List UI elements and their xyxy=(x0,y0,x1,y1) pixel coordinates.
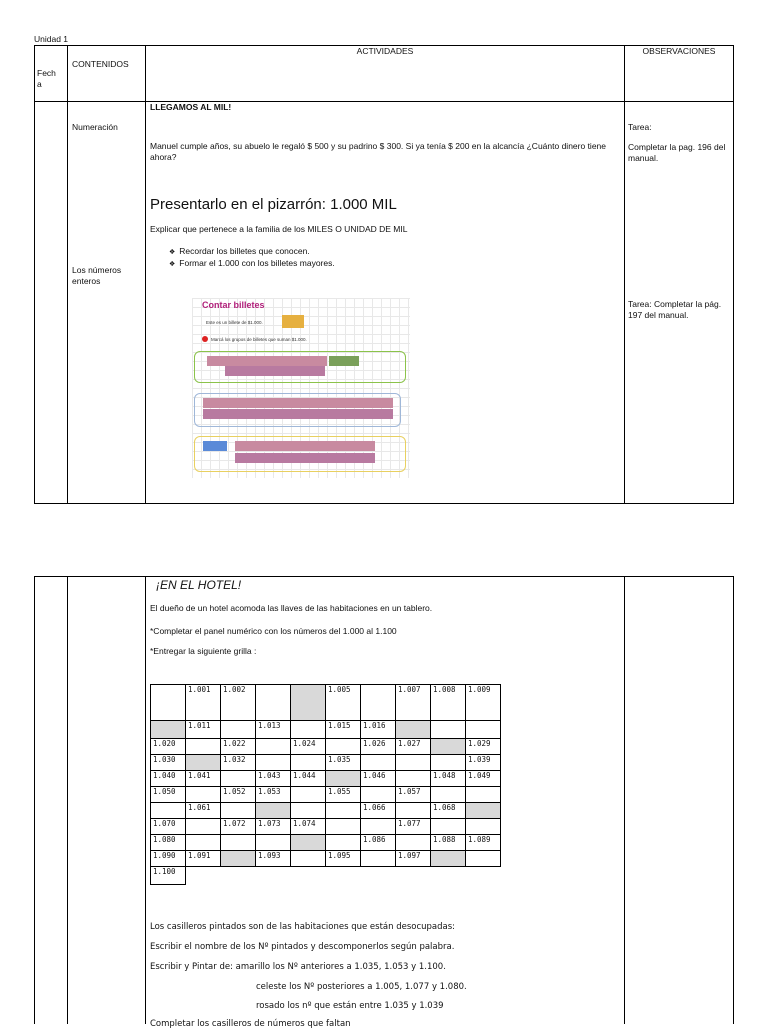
grid-cell xyxy=(466,787,501,803)
grid-cell: 1.007 xyxy=(396,685,431,721)
obs-tarea-1: Completar la pag. 196 del manual. xyxy=(628,142,726,163)
banknotes-image xyxy=(225,366,325,376)
grid-cell xyxy=(396,771,431,787)
textbook-image xyxy=(192,298,410,478)
grid-cell xyxy=(361,685,396,721)
grid-cell: 1.097 xyxy=(396,851,431,867)
grid-cell xyxy=(361,819,396,835)
grid-cell xyxy=(186,739,221,755)
grid-cell xyxy=(291,835,326,851)
grid-cell xyxy=(221,851,256,867)
grid-cell xyxy=(431,819,466,835)
grid-cell: 1.040 xyxy=(151,771,186,787)
grid-cell xyxy=(186,819,221,835)
banknotes-image xyxy=(235,453,375,463)
footer-line-3: Escribir y Pintar de: amarillo los Nº anteriores a 1.035, 1.053 y 1.100. xyxy=(150,962,446,972)
hotel-paragraph-2: *Completar el panel numérico con los números del 1.000 al 1.100 xyxy=(150,626,397,636)
grid-cell xyxy=(151,685,186,721)
grid-row xyxy=(151,739,501,755)
grid-cell: 1.016 xyxy=(361,721,396,739)
hotel-title: ¡EN EL HOTEL! xyxy=(156,578,242,592)
grid-row xyxy=(151,835,501,851)
grid-cell: 1.048 xyxy=(431,771,466,787)
grid-cell: 1.039 xyxy=(466,755,501,771)
hotel-paragraph-1: El dueño de un hotel acomoda las llaves de las habitaciones en un tablero. xyxy=(150,603,433,613)
grid-cell xyxy=(361,755,396,771)
grid-cell: 1.043 xyxy=(256,771,291,787)
banknote-group xyxy=(194,393,401,427)
grid-row xyxy=(151,685,501,721)
table1-col-divider xyxy=(624,45,625,504)
grid-cell xyxy=(151,721,186,739)
table1-left-border xyxy=(34,45,35,504)
content-numeros-enteros: Los números enteros xyxy=(72,265,122,286)
grid-cell xyxy=(431,851,466,867)
grid-cell xyxy=(361,787,396,803)
grid-cell: 1.080 xyxy=(151,835,186,851)
grid-cell: 1.050 xyxy=(151,787,186,803)
grid-cell xyxy=(221,721,256,739)
table2-top-border xyxy=(34,576,734,577)
grid-cell xyxy=(256,755,291,771)
grid-cell: 1.013 xyxy=(256,721,291,739)
grid-cell: 1.073 xyxy=(256,819,291,835)
grid-cell: 1.020 xyxy=(151,739,186,755)
grid-cell xyxy=(396,803,431,819)
grid-row xyxy=(151,755,501,771)
banknotes-image xyxy=(203,398,393,408)
grid-row xyxy=(151,771,501,787)
grid-cell: 1.011 xyxy=(186,721,221,739)
grid-cell xyxy=(326,835,361,851)
grid-row xyxy=(151,787,501,803)
grid-cell: 1.053 xyxy=(256,787,291,803)
table2-right-border xyxy=(733,576,734,1024)
grid-cell: 1.089 xyxy=(466,835,501,851)
grid-cell: 1.030 xyxy=(151,755,186,771)
banknotes-image xyxy=(203,441,227,451)
banknote-image xyxy=(282,315,304,328)
grid-cell xyxy=(221,803,256,819)
number-grid xyxy=(150,684,501,885)
grid-cell xyxy=(291,721,326,739)
grid-cell: 1.035 xyxy=(326,755,361,771)
grid-row xyxy=(151,867,501,885)
grid-cell xyxy=(291,685,326,721)
grid-cell: 1.022 xyxy=(221,739,256,755)
grid-cell xyxy=(326,803,361,819)
grid-cell xyxy=(431,787,466,803)
grid-cell: 1.002 xyxy=(221,685,256,721)
grid-cell xyxy=(186,787,221,803)
grid-cell xyxy=(186,755,221,771)
unit-label: Unidad 1 xyxy=(34,34,69,44)
grid-cell: 1.077 xyxy=(396,819,431,835)
footer-line-6: Completar los casilleros de números que faltan xyxy=(150,1019,351,1029)
grid-cell xyxy=(186,835,221,851)
grid-cell xyxy=(431,739,466,755)
grid-cell xyxy=(431,755,466,771)
banknotes-image xyxy=(329,356,359,366)
grid-cell: 1.090 xyxy=(151,851,186,867)
grid-cell xyxy=(291,803,326,819)
activity-problem: Manuel cumple años, su abuelo le regaló $ 500 y su padrino $ 300. Si ya tenía $ 200 en la alcancía ¿Cuánto dinero tiene ahora? xyxy=(150,141,606,162)
grid-cell: 1.015 xyxy=(326,721,361,739)
banknotes-image xyxy=(235,441,375,451)
grid-cell: 1.044 xyxy=(291,771,326,787)
table2-col-divider xyxy=(67,576,68,1024)
grid-cell: 1.068 xyxy=(431,803,466,819)
grid-cell: 1.070 xyxy=(151,819,186,835)
hotel-paragraph-3: *Entregar la siguiente grilla : xyxy=(150,646,257,656)
grid-cell: 1.008 xyxy=(431,685,466,721)
grid-cell: 1.046 xyxy=(361,771,396,787)
footer-line-5: rosado los nº que están entre 1.035 y 1.039 xyxy=(256,1001,444,1011)
grid-row xyxy=(151,819,501,835)
grid-cell xyxy=(291,787,326,803)
banknote-group xyxy=(194,436,406,472)
table1-bottom-border xyxy=(34,503,734,504)
grid-cell xyxy=(396,755,431,771)
grid-cell xyxy=(326,771,361,787)
image-title: Contar billetes xyxy=(202,300,265,310)
table2-col-divider xyxy=(145,576,146,1024)
grid-cell xyxy=(221,771,256,787)
activity-title: LLEGAMOS AL MIL! xyxy=(150,102,232,112)
grid-cell xyxy=(466,819,501,835)
table1-right-border xyxy=(733,45,734,504)
image-line1: Este es un billete de $1.000. xyxy=(206,320,263,325)
grid-row xyxy=(151,721,501,739)
grid-cell: 1.029 xyxy=(466,739,501,755)
grid-cell: 1.074 xyxy=(291,819,326,835)
grid-cell xyxy=(291,851,326,867)
grid-cell xyxy=(256,685,291,721)
grid-cell: 1.066 xyxy=(361,803,396,819)
table1-col-divider xyxy=(145,45,146,504)
table1-header-border xyxy=(34,101,734,102)
grid-cell: 1.024 xyxy=(291,739,326,755)
footer-line-4: celeste los Nº posteriores a 1.005, 1.077 y 1.080. xyxy=(256,982,467,992)
header-fecha: Fech a xyxy=(37,68,56,89)
grid-cell: 1.052 xyxy=(221,787,256,803)
header-actividades: ACTIVIDADES xyxy=(356,46,414,56)
grid-cell xyxy=(326,739,361,755)
table2-col-divider xyxy=(624,576,625,1024)
grid-cell xyxy=(256,739,291,755)
table1-col-divider xyxy=(67,45,68,504)
grid-cell: 1.001 xyxy=(186,685,221,721)
grid-cell: 1.009 xyxy=(466,685,501,721)
grid-cell: 1.026 xyxy=(361,739,396,755)
grid-cell: 1.055 xyxy=(326,787,361,803)
grid-cell xyxy=(221,835,256,851)
grid-cell: 1.072 xyxy=(221,819,256,835)
grid-cell: 1.061 xyxy=(186,803,221,819)
grid-cell xyxy=(151,803,186,819)
alert-icon xyxy=(202,336,208,342)
grid-cell: 1.093 xyxy=(256,851,291,867)
grid-cell: 1.005 xyxy=(326,685,361,721)
grid-cell xyxy=(466,803,501,819)
banknotes-image xyxy=(207,356,327,366)
grid-row xyxy=(151,803,501,819)
banknotes-image xyxy=(203,409,393,419)
grid-cell xyxy=(291,755,326,771)
grid-cell xyxy=(396,835,431,851)
grid-cell xyxy=(431,721,466,739)
grid-cell: 1.095 xyxy=(326,851,361,867)
grid-cell: 1.027 xyxy=(396,739,431,755)
grid-cell: 1.041 xyxy=(186,771,221,787)
content-numeracion: Numeración xyxy=(72,122,118,132)
grid-cell xyxy=(256,803,291,819)
grid-cell: 1.086 xyxy=(361,835,396,851)
grid-cell xyxy=(396,721,431,739)
bullet-item: ❖ Recordar los billetes que conocen. xyxy=(181,246,335,258)
banknote-group xyxy=(194,351,406,383)
grid-cell xyxy=(256,835,291,851)
grid-cell xyxy=(466,721,501,739)
grid-cell: 1.032 xyxy=(221,755,256,771)
grid-cell xyxy=(361,851,396,867)
grid-cell: 1.100 xyxy=(151,867,186,885)
activity-bullets xyxy=(165,246,335,270)
bullet-item: ❖ Formar el 1.000 con los billetes mayores. xyxy=(181,258,335,270)
header-contenidos: CONTENIDOS xyxy=(72,59,129,69)
header-observaciones: OBSERVACIONES xyxy=(642,46,716,56)
grid-cell xyxy=(326,819,361,835)
activity-explain: Explicar que pertenece a la familia de los MILES O UNIDAD DE MIL xyxy=(150,224,408,234)
obs-tarea-label: Tarea: xyxy=(628,122,652,132)
obs-tarea-2: Tarea: Completar la pág. 197 del manual. xyxy=(628,299,722,320)
table2-left-border xyxy=(34,576,35,1024)
grid-row xyxy=(151,851,501,867)
grid-cell: 1.049 xyxy=(466,771,501,787)
activity-present: Presentarlo en el pizarrón: 1.000 MIL xyxy=(150,196,397,213)
grid-cell xyxy=(466,851,501,867)
image-line2: Marcá los grupos de billetes que suman $1.000. xyxy=(211,337,307,342)
footer-line-2: Escribir el nombre de los Nº pintados y descomponerlos según palabra. xyxy=(150,942,455,952)
footer-line-1: Los casilleros pintados son de las habitaciones que están desocupadas: xyxy=(150,922,456,932)
grid-cell: 1.091 xyxy=(186,851,221,867)
grid-cell: 1.057 xyxy=(396,787,431,803)
grid-cell: 1.088 xyxy=(431,835,466,851)
